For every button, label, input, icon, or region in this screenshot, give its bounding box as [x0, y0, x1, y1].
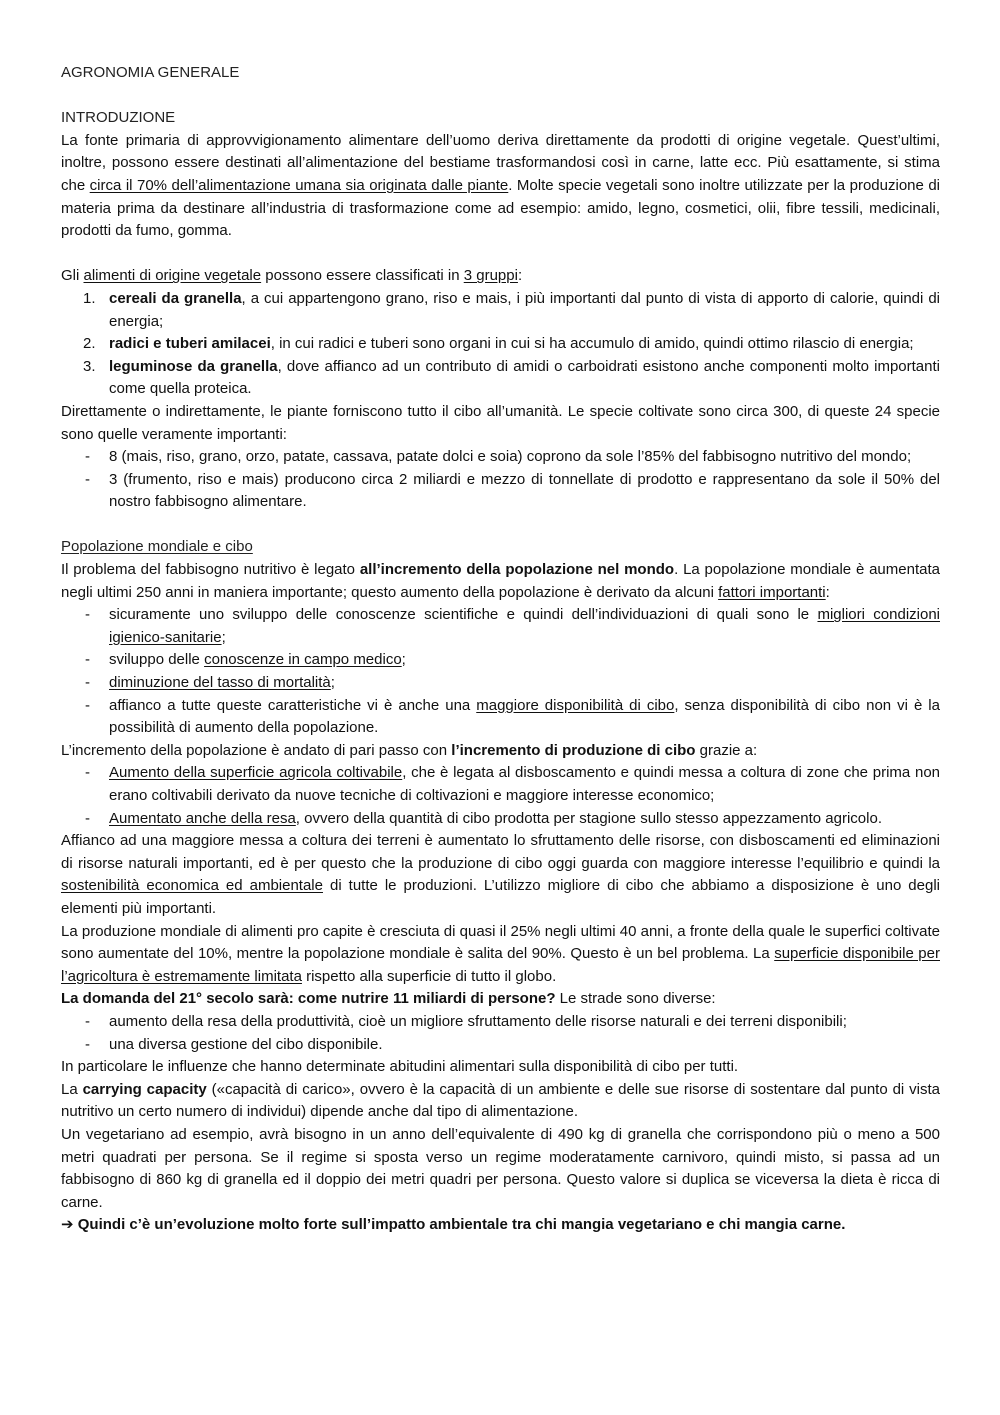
- section-heading-introduzione: INTRODUZIONE: [61, 109, 176, 127]
- underlined-phrase: circa il 70% dell’alimentazione umana sia originata dalle piante: [89, 176, 509, 194]
- list-item: - Aumento della superficie agricola coltivabile, che è legata al disboscamento e quindi messa a coltura di zone che prima non erano coltivabili derivato da nuove tecniche di coltivazioni e maggiore interesse economico;: [85, 764, 941, 804]
- species-paragraph: Direttamente o indirettamente, le piante forniscono tutto il cibo all’umanità. Le specie coltivate sono circa 300, di queste 24 specie sono quelle veramente importanti:: [61, 402, 940, 443]
- question-paragraph: La domanda del 21° secolo sarà: come nutrire 11 miliardi di persone? Le strade sono diverse:: [61, 990, 716, 1008]
- list-item: - affianco a tutte queste caratteristiche vi è anche una maggiore disponibilità di cibo, senza disponibilità di cibo non vi è la possibilità di aumento della popolazione.: [85, 696, 940, 737]
- vegetarian-paragraph: Un vegetariano ad esempio, avrà bisogno in un anno dell’equivalente di 490 kg di granella che corrispondono più o meno a 500 metri quadrati per persona. Se il regime si sposta verso un regime moderatamente carnivoro, quindi misto, si passa ad un fabbisogno di 860 kg di granella ed il doppio dei metri quadri per persona. Questo valore si duplica se viceversa la dieta è ricca di carne.: [61, 1125, 940, 1211]
- species-list: [61, 446, 940, 514]
- list-item: - sicuramente uno sviluppo delle conoscenze scientifiche e quindi dell’individuazioni di quali sono le migliori condizioni igienico-sanitarie;: [85, 606, 940, 646]
- population-paragraph: Il problema del fabbisogno nutritivo è legato all’incremento della popolazione nel mondo. La popolazione mondiale è aumentata negli ultimi 250 anni in maniera importante; questo aumento della popolazione è derivato da alcuni fattori importanti:: [61, 561, 940, 601]
- list-item: - aumento della resa della produttività, cioè un migliore sfruttamento delle risorse naturali e dei terreni disponibili;: [85, 1012, 847, 1030]
- list-item: - 3 (frumento, riso e mais) producono circa 2 miliardi e mezzo di tonnellate di prodotto e rappresentano da sole il 50% del nostro fabbisogno alimentare.: [85, 470, 940, 511]
- arrow-right-icon: ➔: [61, 1216, 74, 1234]
- list-item: 1. cereali da granella, a cui appartengono grano, riso e mais, i più importanti dal punto di vista di apporto di calorie, quindi di energia;: [83, 289, 940, 330]
- factors-list: [61, 604, 940, 740]
- ways-list: [61, 1011, 940, 1056]
- groups-paragraph: Gli alimenti di origine vegetale possono essere classificati in 3 gruppi:: [61, 267, 523, 285]
- list-item: - Aumentato anche della resa, ovvero della quantità di cibo prodotta per stagione sullo stesso appezzamento agricolo.: [85, 809, 882, 827]
- carrying-capacity-paragraph: La carrying capacity («capacità di carico», ovvero è la capacità di un ambiente e delle sue risorse di sostentare dal punto di vista nutritivo un certo numero di individui) dipende anche dal tipo di alimentazione.: [61, 1080, 940, 1121]
- list-item: - una diversa gestione del cibo disponibile.: [85, 1035, 383, 1053]
- document-title: AGRONOMIA GENERALE: [61, 64, 240, 81]
- list-item: - diminuzione del tasso di mortalità;: [85, 674, 335, 692]
- list-item: 2. radici e tuberi amilacei, in cui radici e tuberi sono organi in cui si ha accumulo di amido, quindi ottimo rilascio di energia;: [83, 335, 914, 353]
- habits-paragraph: In particolare le influenze che hanno determinate abitudini alimentari sulla disponibilità di cibo per tutti.: [61, 1058, 739, 1076]
- section-heading-popolazione: Popolazione mondiale e cibo: [61, 538, 253, 556]
- world-production-paragraph: La produzione mondiale di alimenti pro capite è cresciuta di quasi il 25% negli ultimi 40 anni, a fronte della quale le superfici coltivate sono aumentate del 10%, mentre la popolazione mondiale è salita del 90%. Questo è un bel problema. La superficie disponibile per l’agricoltura è estremamente limitata rispetto alla superficie di tutto il globo.: [61, 922, 940, 985]
- list-item: - sviluppo delle conoscenze in campo medico;: [85, 651, 406, 669]
- sustainability-paragraph: Affianco ad una maggiore messa a coltura dei terreni è aumentato lo sfruttamento delle risorse, con disboscamenti ed eliminazioni di risorse naturali importanti, ed è per questo che la produzione di cibo oggi guarda con maggiore interesse l’equilibrio e quindi la sostenibilità economica ed ambientale di tutte le produzioni. L’utilizzo migliore di cibo che abbiamo a disposizione è uno degli elementi più importanti.: [61, 832, 940, 917]
- production-paragraph: L’incremento della popolazione è andato di pari passo con l’incremento di produzione di cibo grazie a:: [61, 741, 758, 759]
- list-item: - 8 (mais, riso, grano, orzo, patate, cassava, patate dolci e soia) coprono da sole l’85% del fabbisogno nutritivo del mondo;: [85, 448, 912, 466]
- production-list: [61, 762, 940, 830]
- list-item: 3. leguminose da granella, dove affianco ad un contributo di amidi o carboidrati esistono anche componenti molto importanti come quella proteica.: [83, 357, 940, 398]
- conclusion-paragraph: ➔ Quindi c’è un’evoluzione molto forte sull’impatto ambientale tra chi mangia vegetariano e chi mangia carne.: [61, 1216, 846, 1234]
- groups-list: [61, 288, 940, 401]
- intro-paragraph: La fonte primaria di approvvigionamento alimentare dell’uomo deriva direttamente da prodotti di origine vegetale. Quest’ultimi, inoltre, possono essere destinati all’alimentazione del bestiame trasformandosi così in carne, latte ecc. Più esattamente, si stima che circa il 70% dell’alimentazione umana sia originata dalle piante. Molte specie vegetali sono inoltre utilizzate per la produzione di materia prima da destinare all’industria di trasformazione come ad esempio: amido, legno, cosmetici, olii, fibre tessili, medicinali, prodotti da fumo, gomma.: [61, 131, 941, 240]
